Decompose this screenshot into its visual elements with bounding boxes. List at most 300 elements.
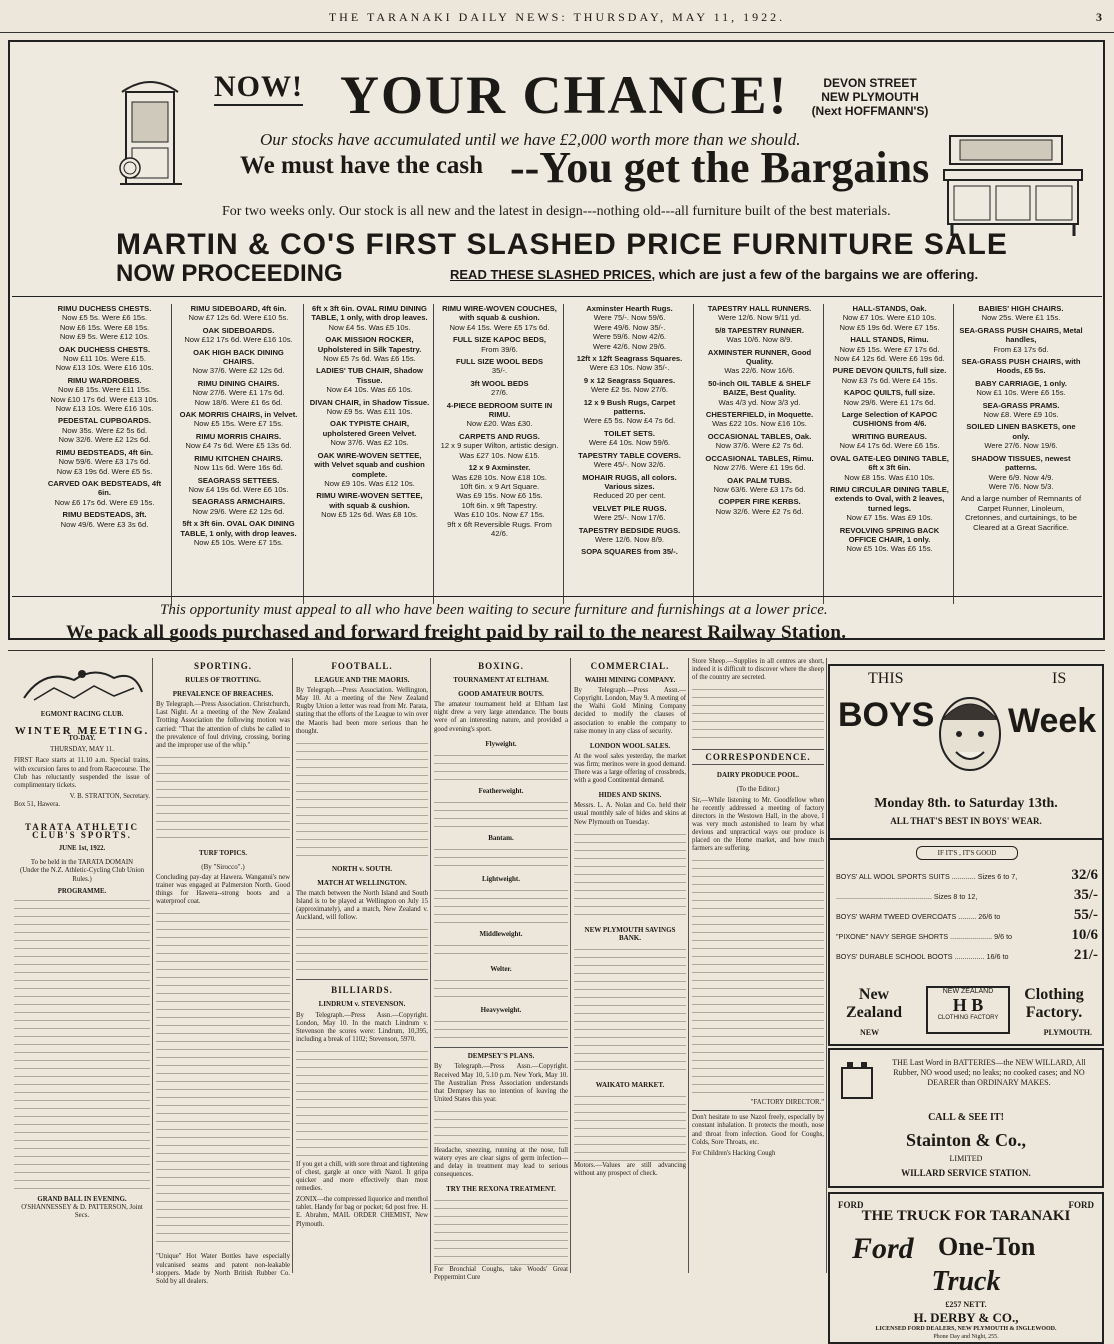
- price-item: [309, 335, 430, 363]
- weight-class: Heavyweight.: [480, 1006, 522, 1015]
- league-text: By Telegraph.—Press Association. Wellington, May 10. At a meeting of the New Zealand Rugby Union a letter was read from Mr. Parata, stating that the efforts of the League to win over the Maoris had been more serious than he thought.: [296, 687, 428, 735]
- tarata-sports-title: TARATA ATHLETIC CLUB'S SPORTS.: [24, 822, 140, 841]
- price-item-title: CARPETS AND RUGS.: [459, 431, 540, 441]
- willard-station: WILLARD SERVICE STATION.: [901, 1168, 1031, 1178]
- price-item-prices: Now £3 7s 6d. Were £4 15s.: [841, 375, 938, 385]
- price-item-prices: Was 22/6. Now 16/6.: [724, 366, 795, 376]
- price-item: [699, 497, 820, 516]
- price-item-title: 4-PIECE BEDROOM SUITE IN RIMU.: [446, 400, 553, 420]
- price-item-title: OCCASIONAL TABLES, Oak.: [707, 431, 812, 441]
- to-editor: (To the Editor.): [736, 785, 780, 794]
- price-item-prices: Now £4 19s 6d. Were £6 10s.: [188, 484, 289, 494]
- price-item-prices: Now 37/6. Were £2 12s 6d.: [192, 366, 285, 376]
- price-item-prices: Now £6 17s 6d. Were £9 15s.: [54, 497, 155, 507]
- waihi-text: By Telegraph.—Press Assn.—Copyright. London, May 9. A meeting of the Waihi Gold Mining Company decided to modify the clauses of association to enable the company to raise money in any class of security.: [574, 687, 686, 735]
- stainton-battery-advert: [828, 1048, 1104, 1188]
- letter-signature: "FACTORY DIRECTOR.": [750, 1099, 824, 1107]
- price-item: [569, 398, 690, 426]
- trotting-subheading: RULES OF TROTTING.: [185, 676, 261, 685]
- sporting-column: [156, 658, 290, 1285]
- price-item: [177, 519, 300, 547]
- price-item-title: 12 x 9 Bush Rugs, Carpet patterns.: [583, 397, 676, 417]
- price-item-title: RIMU WARDROBES.: [67, 375, 142, 385]
- price-row: [836, 947, 1098, 963]
- boys-week-advert-block: [828, 664, 1104, 1340]
- price-item-prices: Now £5 15s. Were £7 15s.: [193, 419, 284, 429]
- price-item-prices: Reduced 20 per cent.: [593, 491, 666, 501]
- masthead: [0, 10, 1114, 33]
- price-item-title: OAK SIDEBOARDS.: [202, 325, 275, 335]
- price-column: [38, 304, 172, 604]
- hides-subheading: HIDES AND SKINS.: [598, 791, 662, 800]
- article-text-lines: [574, 945, 686, 1075]
- trotting-text: By Telegraph.—Press Association. Christchurch, Last Night. At a meeting of the New Zealand Trotting Association the following motion was carried: "That the attention of clubs be called to the prevalence of foul driving, crossing, boring and the improper use of the whip.": [156, 701, 290, 749]
- price-item-title: REVOLVING SPRING BACK OFFICE CHAIR, 1 only.: [839, 525, 940, 544]
- boys-week-advert: [828, 664, 1104, 840]
- winter-meeting-title: WINTER MEETING.: [14, 725, 150, 738]
- nazol-chill-ad: If you get a chill, with sore throat and tightening of chest, gargle at once with Nazol. It gripa quicker and more effectively than most remedies.: [296, 1160, 428, 1193]
- price-item-title: PURE DEVON QUILTS, full size.: [832, 366, 947, 376]
- north-south-text: The match between the North Island and South Island is to be played at Wellington on July 15 (approximately), and a match, New Zealand v. Auckland, will follow.: [296, 889, 428, 922]
- turf-topics-subheading: TURF TOPICS.: [198, 848, 248, 857]
- price-item-prices: Now £5 15s. Were £7 17s 6d. Now £4 12s 6d. Were £6 19s 6d.: [834, 344, 945, 364]
- article-text-lines: [692, 685, 824, 745]
- secretary-name: V. B. STRATTON, Secretary.: [69, 792, 150, 800]
- section-divider: [8, 650, 1105, 651]
- programme-listing: [14, 896, 150, 1196]
- boys-wear-prices: [828, 840, 1104, 1046]
- price-item-prices: Now £20. Was £30.: [466, 419, 533, 429]
- weight-class: Flyweight.: [485, 739, 517, 748]
- meeting-text: FIRST Race starts at 11.10 a.m. Special trains, with excursion fares to and from Racecourse. The Club has reluctantly suspended the issue of complimentary tickets.: [14, 757, 150, 789]
- price-item-title: OAK DUCHESS CHESTS.: [58, 344, 151, 354]
- price-item: [177, 410, 300, 429]
- price-item-title: 12ft x 12ft Seagrass Squares.: [576, 354, 683, 364]
- price-item-title: COPPER FIRE KERBS.: [718, 497, 801, 507]
- price-item: [569, 304, 690, 351]
- dempsey-subheading: DEMPSEY'S PLANS.: [434, 1047, 568, 1060]
- price-item-title: BABY CARRIAGE, 1 only.: [975, 378, 1067, 388]
- price-item: [41, 479, 168, 507]
- price-item: [177, 304, 300, 323]
- article-text-lines: [296, 1047, 428, 1157]
- price-item-prices: Now 37/6. Was £2 10s.: [330, 438, 409, 448]
- turf-text: Concluding pay-day at Hawera. Wanganui's new trainer was engaged at Palmerston North. Good things for Hawera--strong boots and a waterproof coat.: [156, 874, 290, 906]
- ad-cash-line: We must have the cash: [240, 152, 484, 179]
- sports-domain: To be held in the TARATA DOMAIN: [30, 859, 134, 867]
- price-item-prices: From 39/6.: [481, 344, 518, 354]
- price-item-prices: Now 37/6. Were £2 7s 6d.: [715, 441, 804, 451]
- price-item-prices: Now £8. Were £9 10s.: [983, 410, 1059, 420]
- price-item-title: TAPESTRY BEDSIDE RUGS.: [578, 525, 681, 535]
- price-item-title: 5ft x 3ft 6in. OVAL OAK DINING TABLE, 1 only, with drop leaves.: [180, 519, 297, 538]
- price-item: [699, 454, 820, 473]
- price-column: [566, 304, 694, 604]
- ad-bargains-line: --You get the Bargains: [510, 143, 930, 192]
- call-and-see: CALL & SEE IT!: [928, 1112, 1004, 1123]
- price-item: [309, 451, 430, 489]
- price-item-prices: Now 27/6. Were £1 19s 6d.: [713, 463, 806, 473]
- price-item-title: RIMU WIRE-WOVEN COUCHES, with squab & cushion.: [442, 304, 557, 323]
- price-item-title: SOILED LINEN BASKETS, one only.: [966, 422, 1076, 441]
- ad-stock-line: Our stocks have accumulated until we have £2,000 worth more than we should.: [260, 130, 801, 149]
- price-item-title: OAK WIRE-WOVEN SETTEE, with Velvet squab and cushion complete.: [314, 450, 425, 479]
- dempsey-text: By Telegraph.—Press Assn.—Copyright. Received May 10, 5.10 p.m. New York, May 10. The Australian Press Association understands that Dempsey has no intention of leaving the United States this year.: [434, 1063, 568, 1103]
- ad-address: [800, 76, 940, 118]
- grand-ball: GRAND BALL IN EVENING.: [37, 1195, 127, 1203]
- price-item: [959, 494, 1083, 532]
- price-item-title: LADIES' TUB CHAIR, Shadow Tissue.: [316, 366, 423, 385]
- price-item: [959, 379, 1083, 398]
- price-item-prices: 27/6.: [491, 388, 508, 398]
- boys-week-is: IS: [1052, 670, 1067, 687]
- article-text-lines: [574, 830, 686, 920]
- price-columns: [38, 304, 1094, 604]
- price-row-label: BOYS' ALL WOOL SPORTS SUITS ............ Sizes 6 to 7,: [836, 872, 1018, 881]
- price-item: [829, 526, 950, 554]
- derby-name: H. DERBY & CO.,: [913, 1310, 1019, 1325]
- price-item-title: OAK TYPISTE CHAIR, upholstered Green Velvet.: [322, 419, 417, 438]
- price-item-prices: Now £4 15s. Were £5 17s 6d.: [449, 322, 550, 332]
- price-item: [569, 376, 690, 395]
- column-rule: [152, 658, 153, 1273]
- price-item: [309, 304, 430, 332]
- price-item-prices: Now 32/6. Were £2 7s 6d.: [715, 506, 804, 516]
- stainton-name: Stainton & Co.,: [905, 1130, 1026, 1150]
- price-item: [829, 388, 950, 407]
- price-item: [569, 504, 690, 523]
- sporting-heading: SPORTING.: [194, 661, 252, 671]
- article-text-lines: [434, 941, 568, 959]
- weight-class: Middleweight.: [479, 930, 523, 939]
- price-item: [699, 326, 820, 345]
- ad-address-line: (Next HOFFMANN'S): [811, 104, 929, 118]
- price-item-title: OAK MISSION ROCKER, Upholstered in Silk Tapestry.: [317, 335, 422, 354]
- price-column: [306, 304, 434, 604]
- price-item-title: OVAL GATE-LEG DINING TABLE, 6ft x 3ft 6in.: [830, 453, 949, 473]
- price-item-prices: 12 x 9 super Wilton, artistic design. Was £27 10s. Now £15.: [440, 441, 559, 460]
- price-item-prices: Were £4 10s. Now 59/6.: [588, 438, 671, 448]
- boys-week-boys: BOYS: [838, 696, 935, 734]
- price-item-prices: Now £5 7s 6d. Was £6 15s.: [323, 354, 416, 364]
- price-row-value: 32/6: [1071, 867, 1098, 883]
- headache-text: Headache, sneezing, running at the nose, full watery eyes are clear signs of germ infection—and delay in treatment may lead to serious consequences.: [434, 1146, 568, 1179]
- price-item-title: VELVET PILE RUGS.: [592, 503, 667, 513]
- hb-logo-box: [926, 986, 1010, 1034]
- ad-now-proceeding: NOW PROCEEDING: [116, 260, 343, 287]
- price-item-title: SEAGRASS SETTEES.: [197, 475, 280, 485]
- price-column: [436, 304, 564, 604]
- price-item-title: MOHAIR RUGS, all colors. Various sizes.: [582, 472, 677, 491]
- programme-title: PROGRAMME.: [57, 887, 107, 895]
- price-item-prices: Was 4/3 yd. Now 3/3 yd.: [718, 397, 801, 407]
- ford-left: FORD: [838, 1200, 864, 1210]
- football-column: [296, 658, 428, 1273]
- article-text-lines: [434, 976, 568, 1000]
- savings-bank-subheading: NEW PLYMOUTH SAVINGS BANK.: [584, 925, 676, 942]
- price-item: [699, 304, 820, 323]
- ad-divider: [12, 296, 1102, 297]
- price-item: [959, 357, 1083, 376]
- motors-text: Motors.—Values are still advancing without any prospect of check.: [574, 1161, 686, 1177]
- ad-sale-title: MARTIN & CO'S FIRST SLASHED PRICE FURNITURE SALE: [116, 228, 1008, 261]
- today-label: TO-DAY.: [68, 735, 96, 743]
- boys-week-week: Week: [1008, 702, 1097, 740]
- sports-rules: (Under the N.Z. Athletic-Cycling Club Union Rules.): [19, 867, 145, 883]
- price-item: [439, 432, 560, 460]
- price-item-title: SOPA SQUARES from 35/-.: [581, 547, 678, 557]
- price-item-prices: Was £28 10s. Now £18 10s. 10ft 6in. x 9 Art Square. Was £9 15s. Now £6 15s. 10ft 6in. x 9ft Tapestry. Was £10 10s. Now £7 15s. 9ft x 6ft Reversible Rugs. From 42/6.: [447, 472, 552, 538]
- price-item-title: AXMINSTER RUNNER, Good Quality.: [707, 347, 812, 367]
- north-south-subheading: NORTH v. SOUTH.: [331, 864, 393, 873]
- ad-read-prices: [450, 267, 978, 282]
- motto-badge: IF IT'S , IT'S GOOD: [916, 846, 1018, 860]
- price-item: [569, 429, 690, 448]
- plymouth-label: PLYMOUTH.: [1043, 1028, 1092, 1037]
- wellington-subheading: MATCH AT WELLINGTON.: [317, 878, 407, 887]
- hacking-cough-ad: For Children's Hacking Cough: [692, 1149, 776, 1157]
- price-item-prices: Were £2 5s. Now 27/6.: [590, 385, 669, 395]
- price-item-title: 50-inch OIL TABLE & SHELF BAIZE, Best Quality.: [708, 378, 811, 398]
- football-heading: FOOTBALL.: [331, 661, 393, 671]
- price-item-prices: Now £5 10s. Was £6 15s.: [846, 544, 933, 554]
- price-item-title: RIMU KITCHEN CHAIRS.: [194, 453, 283, 463]
- price-item-prices: Were 12/6. Now 9/11 yd.: [718, 313, 801, 323]
- price-item: [959, 326, 1083, 354]
- price-item: [177, 348, 300, 376]
- boxing-heading: BOXING.: [478, 661, 524, 671]
- price-item: [309, 398, 430, 417]
- price-item: [829, 432, 950, 451]
- price-row-label: "PIXONE" NAVY SERGE SHORTS ..................... 9/6 to: [836, 932, 1013, 941]
- price-item-title: SEA-GRASS PUSH CHAIRS, with Hoods, £5 5s.: [961, 357, 1081, 376]
- cabinet-illustration: [106, 72, 206, 202]
- price-item-title: DIVAN CHAIR, in Shadow Tissue.: [309, 397, 430, 407]
- tournament-text: The amateur tournament held at Eltham last night drew a very large attendance. The bouts were of an interesting nature, and provided a good evening's sport.: [434, 701, 568, 733]
- ad-now: NOW!: [214, 70, 303, 103]
- price-item-prices: Now £7 10s. Were £10 10s. Now £5 19s 6d. Were £7 15s.: [839, 313, 940, 332]
- price-item-prices: And a large number of Remnants of Carpet Runner, Linoleum, Cretonnes, and curtainings, to be Cleared at a Great Sacrifice.: [960, 494, 1082, 532]
- price-row-label: BOYS' WARM TWEED OVERCOATS ......... 26/6 to: [836, 912, 1001, 921]
- masthead-title: THE TARANAKI DAILY NEWS: THURSDAY, MAY 11, 1922.: [328, 10, 786, 24]
- hb-logo-top: NEW ZEALAND: [942, 988, 994, 995]
- price-item-prices: Were 27/6. Now 19/6.: [984, 441, 1058, 451]
- price-column: [956, 304, 1086, 604]
- battery-text: THE Last Word in BATTERIES—the NEW WILLARD, All Rubber, NO wood used; no leaks; no cooked cases; and NO DEARER than ORDINARY MAKES.: [892, 1058, 1086, 1087]
- price-item: [569, 526, 690, 545]
- new-label: NEW: [860, 1028, 880, 1037]
- price-item: [309, 419, 430, 447]
- page-number: 3: [1096, 10, 1102, 24]
- nazol-ad: Don't hesitate to use Nazol freely, especially by constant inhalation. It protects the mouth, nose and throat from infection. Good for Coughs, Colds, Sore Throats, etc.: [692, 1110, 824, 1146]
- price-item-title: OAK MORRIS CHAIRS, in Velvet.: [179, 410, 298, 420]
- dairy-pool-subheading: DAIRY PRODUCE POOL.: [716, 771, 800, 780]
- sports-date: JUNE 1st, 1922.: [58, 845, 106, 853]
- article-text-lines: [156, 909, 290, 1249]
- price-item: [829, 304, 950, 332]
- ad-read-prices-underlined: READ THESE SLASHED PRICES,: [450, 267, 656, 282]
- price-item: [177, 432, 300, 451]
- price-row-label: ................................................ Sizes 8 to 12,: [836, 892, 978, 901]
- egmont-racing-column: [14, 658, 150, 1273]
- price-item-prices: Now £5 12s 6d. Was £8 10s.: [321, 510, 418, 520]
- article-text-lines: [434, 1017, 568, 1041]
- price-item-prices: Were £5 5s. Now £4 7s 6d.: [583, 416, 676, 426]
- price-item-title: RIMU CIRCULAR DINING TABLE, extends to Oval, with 2 leaves, turned legs.: [830, 484, 949, 513]
- price-item: [829, 485, 950, 523]
- amateur-bouts-subheading: GOOD AMATEUR BOUTS.: [458, 690, 544, 699]
- price-item-prices: Now £8 15s. Was £10 10s.: [844, 472, 935, 482]
- price-item-prices: Were 75/-. Now 59/6. Were 49/6. Now 35/-. Were 59/6. Now 42/6. Were 42/6. Now 29/6.: [592, 313, 667, 351]
- sideboard-illustration: [940, 130, 1090, 240]
- price-item: [699, 348, 820, 376]
- price-item-prices: Were 25/-. Now 17/6.: [593, 513, 666, 523]
- column-rule: [688, 658, 689, 1273]
- commercial-column: [574, 658, 686, 1273]
- price-item: [959, 401, 1083, 420]
- price-item-title: RIMU DUCHESS CHESTS.: [57, 304, 152, 313]
- price-column: [696, 304, 824, 604]
- price-item-prices: Now 29/6. Were £2 12s 6d.: [192, 506, 285, 516]
- peppermint-cure-ad: For Bronchial Coughs, take Woods' Great Peppermint Cure: [434, 1266, 568, 1282]
- hb-logo: H B: [952, 995, 984, 1015]
- rexona-subheading: TRY THE REXONA TREATMENT.: [446, 1185, 556, 1194]
- racing-horses-illustration: [14, 658, 150, 708]
- price-item: [41, 376, 168, 414]
- price-item: [309, 491, 430, 519]
- ad-divider: [12, 596, 1102, 597]
- price-column: [174, 304, 304, 604]
- weight-class: Welter.: [490, 965, 512, 974]
- price-item-title: 6ft x 3ft 6in. OVAL RIMU DINING TABLE, 1 only, with drop leaves.: [311, 304, 428, 323]
- waikato-subheading: WAIKATO MARKET.: [595, 1080, 665, 1089]
- price-item-title: SEAGRASS ARMCHAIRS.: [192, 497, 285, 507]
- price-item-title: CARVED OAK BEDSTEADS, 4ft 6in.: [47, 478, 162, 498]
- price-item-title: OCCASIONAL TABLES, Rimu.: [705, 453, 814, 463]
- article-text-lines: [296, 739, 428, 859]
- price-row: [836, 867, 1098, 883]
- price-item-prices: Now 49/6. Were £3 3s 6d.: [60, 519, 149, 529]
- ad-address-line: DEVON STREET: [823, 76, 917, 90]
- price-item-prices: Now £5 10s. Were £7 15s.: [193, 537, 284, 547]
- waihi-subheading: WAIHI MINING COMPANY.: [584, 676, 676, 685]
- price-item-prices: Now £4 17s 6d. Were £6 15s.: [839, 441, 940, 451]
- ad-opportunity-line: This opportunity must appeal to all who have been waiting to secure furniture and furnishings at a lower price.: [160, 602, 828, 618]
- breaches-subheading: PREVALENCE OF BREACHES.: [172, 690, 274, 699]
- boys-week-tagline: ALL THAT'S BEST IN BOYS' WEAR.: [890, 816, 1042, 826]
- price-item-title: CHESTERFIELD, in Moquette.: [705, 410, 814, 420]
- boys-week-this: THIS: [868, 670, 904, 687]
- ford-dealers: LICENSED FORD DEALERS, NEW PLYMOUTH & INGLEWOOD.: [875, 1326, 1057, 1332]
- price-item: [439, 335, 560, 354]
- price-row-label: BOYS' DURABLE SCHOOL BOOTS ............... 16/6 to: [836, 952, 1009, 961]
- boys-week-dates: Monday 8th. to Saturday 13th.: [874, 796, 1058, 811]
- price-item-title: RIMU WIRE-WOVEN SETTEE, with squab & cushion.: [316, 491, 423, 510]
- price-row: [836, 927, 1098, 943]
- ad-read-prices-rest: which are just a few of the bargains we are offering.: [655, 267, 979, 282]
- price-item: [829, 454, 950, 482]
- article-text-lines: [434, 1196, 568, 1266]
- price-row-value: 10/6: [1071, 927, 1098, 943]
- price-item: [177, 454, 300, 473]
- price-row-value: 21/-: [1073, 947, 1098, 963]
- price-item-title: Large Selection of KAPOC CUSHIONS from 4/6.: [841, 410, 938, 429]
- price-item-prices: Now £9 10s. Was £12 10s.: [324, 478, 415, 488]
- price-item-prices: Now 11s 6d. Were 16s 6d.: [194, 463, 283, 473]
- price-item-title: FULL SIZE KAPOC BEDS,: [452, 335, 547, 345]
- price-item-title: SEA-GRASS PUSH CHAIRS, Metal handles,: [959, 325, 1083, 345]
- ad-two-weeks-line: For two weeks only. Our stock is all new and the latest in design---nothing old---all furniture built of the best materials.: [222, 204, 891, 219]
- price-item-prices: Now £5 5s. Were £6 15s. Now £6 15s. Were £8 15s. Now £9 5s. Were £12 10s.: [59, 313, 150, 342]
- new-zealand-label: New Zealand: [845, 986, 902, 1021]
- meeting-date: THURSDAY, MAY 11.: [50, 746, 114, 754]
- price-item: [41, 510, 168, 529]
- price-item-prices: Now 35s. Were £2 5s 6d. Now 32/6. Were £2 12s 6d.: [58, 425, 151, 445]
- price-item: [439, 401, 560, 429]
- price-item-prices: Now 59/6. Were £3 17s 6d. Now £3 19s 6d. Were £5 5s.: [56, 457, 153, 476]
- league-maoris-subheading: LEAGUE AND THE MAORIS.: [314, 676, 410, 685]
- price-item-title: 9 x 12 Seagrass Squares.: [583, 375, 676, 385]
- price-item: [829, 410, 950, 429]
- price-item: [959, 454, 1083, 492]
- price-row: [836, 907, 1098, 923]
- ad-headline: YOUR CHANCE!: [340, 65, 789, 125]
- price-item-title: 12 x 9 Axminster.: [468, 463, 531, 473]
- price-item: [41, 345, 168, 373]
- price-item-title: SHADOW TISSUES, newest patterns.: [971, 453, 1071, 473]
- letter-text: Sir,—While listening to Mr. Goodfellow when he recently addressed a meeting of factory directors in the Westown Hall, in the above, I was very much astonished to learn by what devious and unpractical ways our produce is placed on the Home market, and how much farmers are suffering.: [692, 796, 824, 853]
- battery-icon: [840, 1060, 874, 1100]
- price-item: [829, 335, 950, 363]
- price-item-prices: Now £4 10s. Was £6 10s.: [326, 385, 413, 395]
- column-rule: [570, 658, 571, 1273]
- price-item-title: 3ft WOOL BEDS: [470, 378, 529, 388]
- price-item: [959, 304, 1083, 323]
- price-item: [41, 304, 168, 342]
- clothing-factory-label: Clothing Factory.: [1024, 986, 1084, 1021]
- ford-phone: Phone Day and Night, 255.: [933, 1334, 999, 1340]
- price-item-title: RIMU SIDEBOARD, 4ft 6in.: [190, 304, 287, 313]
- wool-text: At the wool sales yesterday, the market was firm; merinos were in good demand. There was a large offering of crossbreds, with a good Continental demand.: [574, 752, 686, 785]
- article-text-lines: [434, 1107, 568, 1147]
- billiards-text: By Telegraph.—Press Assn.—Copyright. London, May 10. In the match Lindrum v. Stevenson the scores were: Lindrum, 10,395, including a break of 1102; Stevenson, 5970.: [296, 1011, 428, 1043]
- price-item-prices: Now £8 15s. Were £11 15s. Now £10 17s 6d. Were £13 10s. Now £13 10s. Were £16 10s.: [50, 385, 159, 414]
- price-item-prices: Now £1 10s. Were £6 15s.: [976, 388, 1066, 398]
- price-item-title: TAPESTRY TABLE COVERS.: [578, 450, 681, 460]
- price-item: [177, 497, 300, 516]
- price-item-title: RIMU DINING CHAIRS.: [197, 378, 280, 388]
- one-ton: One-Ton: [938, 1232, 1036, 1261]
- price-item-title: RIMU BEDSTEADS, 3ft.: [62, 510, 147, 520]
- price-row-value: 35/-: [1073, 887, 1098, 903]
- price-item-title: HALL-STANDS, Oak.: [852, 304, 927, 313]
- ad-address-line: NEW PLYMOUTH: [821, 90, 919, 104]
- price-item-prices: 35/-.: [491, 366, 508, 376]
- price-item-prices: Were £3 10s. Now 35/-.: [589, 363, 670, 373]
- article-text-lines: [156, 753, 290, 843]
- wool-sales-subheading: LONDON WOOL SALES.: [589, 741, 671, 750]
- price-item: [439, 304, 560, 332]
- price-item: [439, 357, 560, 376]
- price-item-title: PEDESTAL CUPBOARDS.: [58, 416, 151, 426]
- commercial-heading: COMMERCIAL.: [590, 661, 670, 671]
- ford-right: FORD: [1068, 1200, 1094, 1210]
- price-item-prices: Now 27/6. Were £1 17s 6d. Now 18/6. Were £1 6s 6d.: [192, 388, 285, 407]
- price-item: [699, 476, 820, 495]
- price-item: [569, 473, 690, 501]
- club-name: EGMONT RACING CLUB.: [40, 711, 124, 719]
- box-address: Box 51, Hawera.: [14, 800, 61, 808]
